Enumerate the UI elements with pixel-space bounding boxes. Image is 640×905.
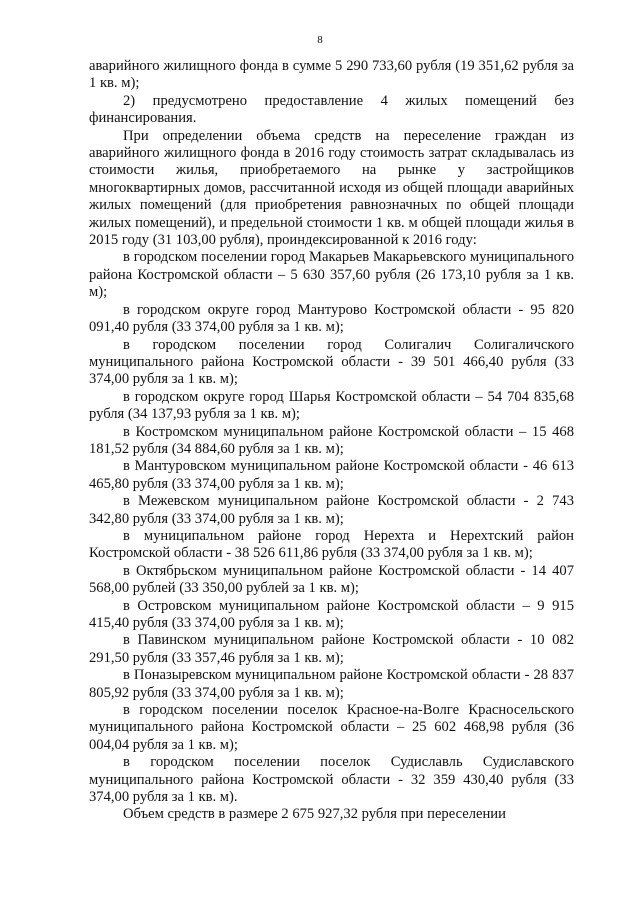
municipality-item-oktyabrsky: в Октябрьском муниципальном районе Костромской области - 14 407 568,00 рублей (33 350,00 рублей за 1 кв. м); xyxy=(89,562,574,597)
municipality-item-manturovsky: в Мантуровском муниципальном районе Костромской области - 46 613 465,80 рубля (33 374,00 рубля за 1 кв. м); xyxy=(89,458,574,492)
municipality-item-krasnoe-na-volge: в городском поселении поселок Красное-на-Волге Красносельского муниципального района Костромской области – 25 602 468,98 рубля (36 004,04 рубля за 1 кв. м); xyxy=(89,702,574,753)
page-number: 8 xyxy=(317,34,323,46)
municipality-item-nerekhta: в муниципальном районе город Нерехта и Нерехтский район Костромской области - 38 526 611,86 рубля (33 374,00 рубля за 1 кв. м); xyxy=(89,527,574,562)
municipality-item-manturovo: в городском округе город Мантурово Костромской области - 95 820 091,40 рубля (33 374,00 рубля за 1 кв. м); xyxy=(89,301,574,336)
municipality-item-soligalich: в городском поселении город Солигалич Солигаличского муниципального района Костромской области - 39 501 466,40 рубля (33 374,00 рубля за 1 кв. м); xyxy=(89,336,574,388)
municipality-item-pavinsky: в Павинском муниципальном районе Костромской области - 10 082 291,50 рубля (33 357,46 рубля за 1 кв. м); xyxy=(89,632,574,666)
municipality-item-sudislavl: в городском поселении поселок Судиславль Судиславского муниципального района Костромской области - 32 359 430,40 рубля (33 374,00 рубля за 1 кв. м). xyxy=(89,754,574,806)
paragraph-item-2: 2) предусмотрено предоставление 4 жилых помещений без финансирования. xyxy=(89,92,574,127)
municipality-item-sharya: в городском округе город Шарья Костромской области – 54 704 835,68 рубля (34 137,93 рубля за 1 кв. м); xyxy=(89,388,574,423)
paragraph-continuation: аварийного жилищного фонда в сумме 5 290 733,60 рубля (19 351,62 рубля за 1 кв. м); xyxy=(89,58,574,92)
document-body xyxy=(89,58,574,824)
municipality-item-makaryev: в городском поселении город Макарьев Макарьевского муниципального района Костромской области – 5 630 357,60 рубля (26 173,10 рубля за 1 кв. м); xyxy=(89,249,574,301)
municipality-item-kostromskoy: в Костромском муниципальном районе Костромской области – 15 468 181,52 рубля (34 884,60 рубля за 1 кв. м); xyxy=(89,423,574,457)
paragraph-final-partial: Объем средств в размере 2 675 927,32 рубля при переселении xyxy=(123,806,506,823)
paragraph-cost-determination: При определении объема средств на переселение граждан из аварийного жилищного фонда в 2016 году стоимость затрат складывалась из стоимости жилья, приобретаемого на рынке у застройщиков многоквартирных домов, рассчитанной исходя из общей площади аварийных жилых помещений (для приобретения равнозначных по общей площади жилых помещений), и предельной стоимости 1 кв. м общей площади жилья в 2015 году (31 103,00 рубля), проиндексированной к 2016 году: xyxy=(89,127,574,249)
municipality-item-ostrovsky: в Островском муниципальном районе Костромской области – 9 915 415,40 рубля (33 374,00 рубля за 1 кв. м); xyxy=(89,597,574,631)
municipality-item-ponazyrevsky: в Поназыревском муниципальном районе Костромской области - 28 837 805,92 рубля (33 374,00 рубля за 1 кв. м); xyxy=(89,667,574,701)
municipality-item-mezhevskoy: в Межевском муниципальном районе Костромской области - 2 743 342,80 рубля (33 374,00 рубля за 1 кв. м); xyxy=(89,493,574,527)
